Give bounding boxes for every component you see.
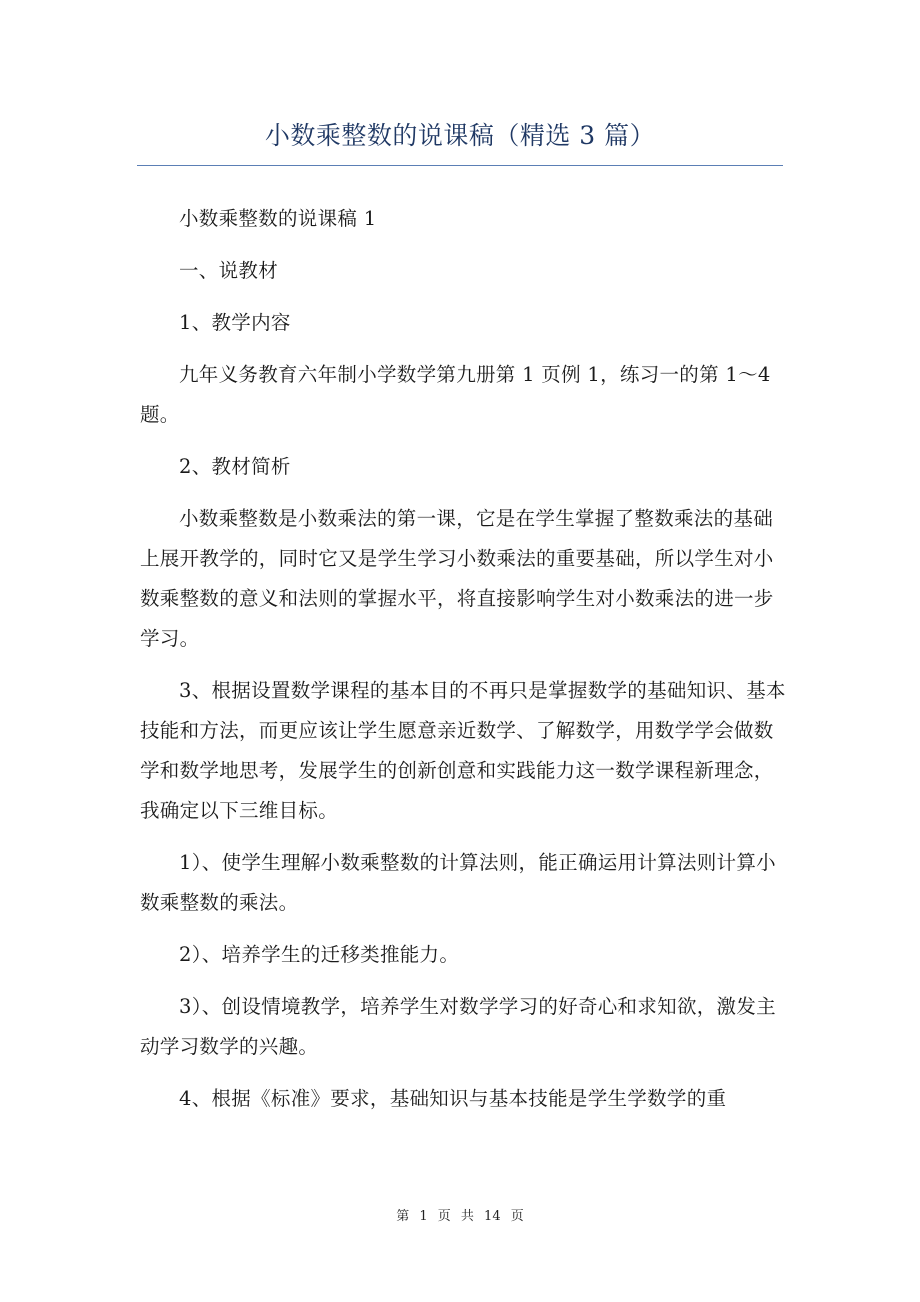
page-number: 第 1 页 共 14 页 <box>396 1209 524 1224</box>
paragraph-section-heading: 小数乘整数的说课稿 1 <box>179 207 377 230</box>
paragraph-standards: 4、根据《标准》要求，基础知识与基本技能是学生学数学的重 <box>179 1087 727 1110</box>
paragraph-textbook-analysis: 小数乘整数是小数乘法的第一课，它是在学生掌握了整数乘法的基础上展开教学的，同时它又是学生学习小数乘法的重要基础，所以学生对小数乘整数的意义和法则的掌握水平，将直接影响学生对小数乘法的进一步学习。 <box>140 507 774 650</box>
paragraph-objectives-intro: 3、根据设置数学课程的基本目的不再只是掌握数学的基础知识、基本技能和方法，而更应该让学生愿意亲近数学、了解数学，用数学学会做数学和数学地思考，发展学生的创新创意和实践能力这一数学课程新理念，我确定以下三维目标。 <box>140 679 786 822</box>
paragraph-heading-textbook: 一、说教材 <box>179 259 279 282</box>
document-title: 小数乘整数的说课稿（精选 3 篇） <box>264 121 656 150</box>
document-body <box>140 199 792 1131</box>
paragraph-teaching-content: 九年义务教育六年制小学数学第九册第 1 页例 1，练习一的第 1～4 题。 <box>140 363 771 426</box>
title-divider <box>137 165 783 166</box>
paragraph-objective-3: 3）、创设情境教学，培养学生对数学学习的好奇心和求知欲，激发主动学习数学的兴趣。 <box>140 995 776 1058</box>
paragraph-heading-analysis: 2、教材简析 <box>179 455 291 478</box>
paragraph-objective-2: 2）、培养学生的迁移类推能力。 <box>179 943 460 966</box>
paragraph-heading-content: 1、教学内容 <box>179 311 291 334</box>
paragraph-objective-1: 1）、使学生理解小数乘整数的计算法则，能正确运用计算法则计算小数乘整数的乘法。 <box>140 851 776 914</box>
